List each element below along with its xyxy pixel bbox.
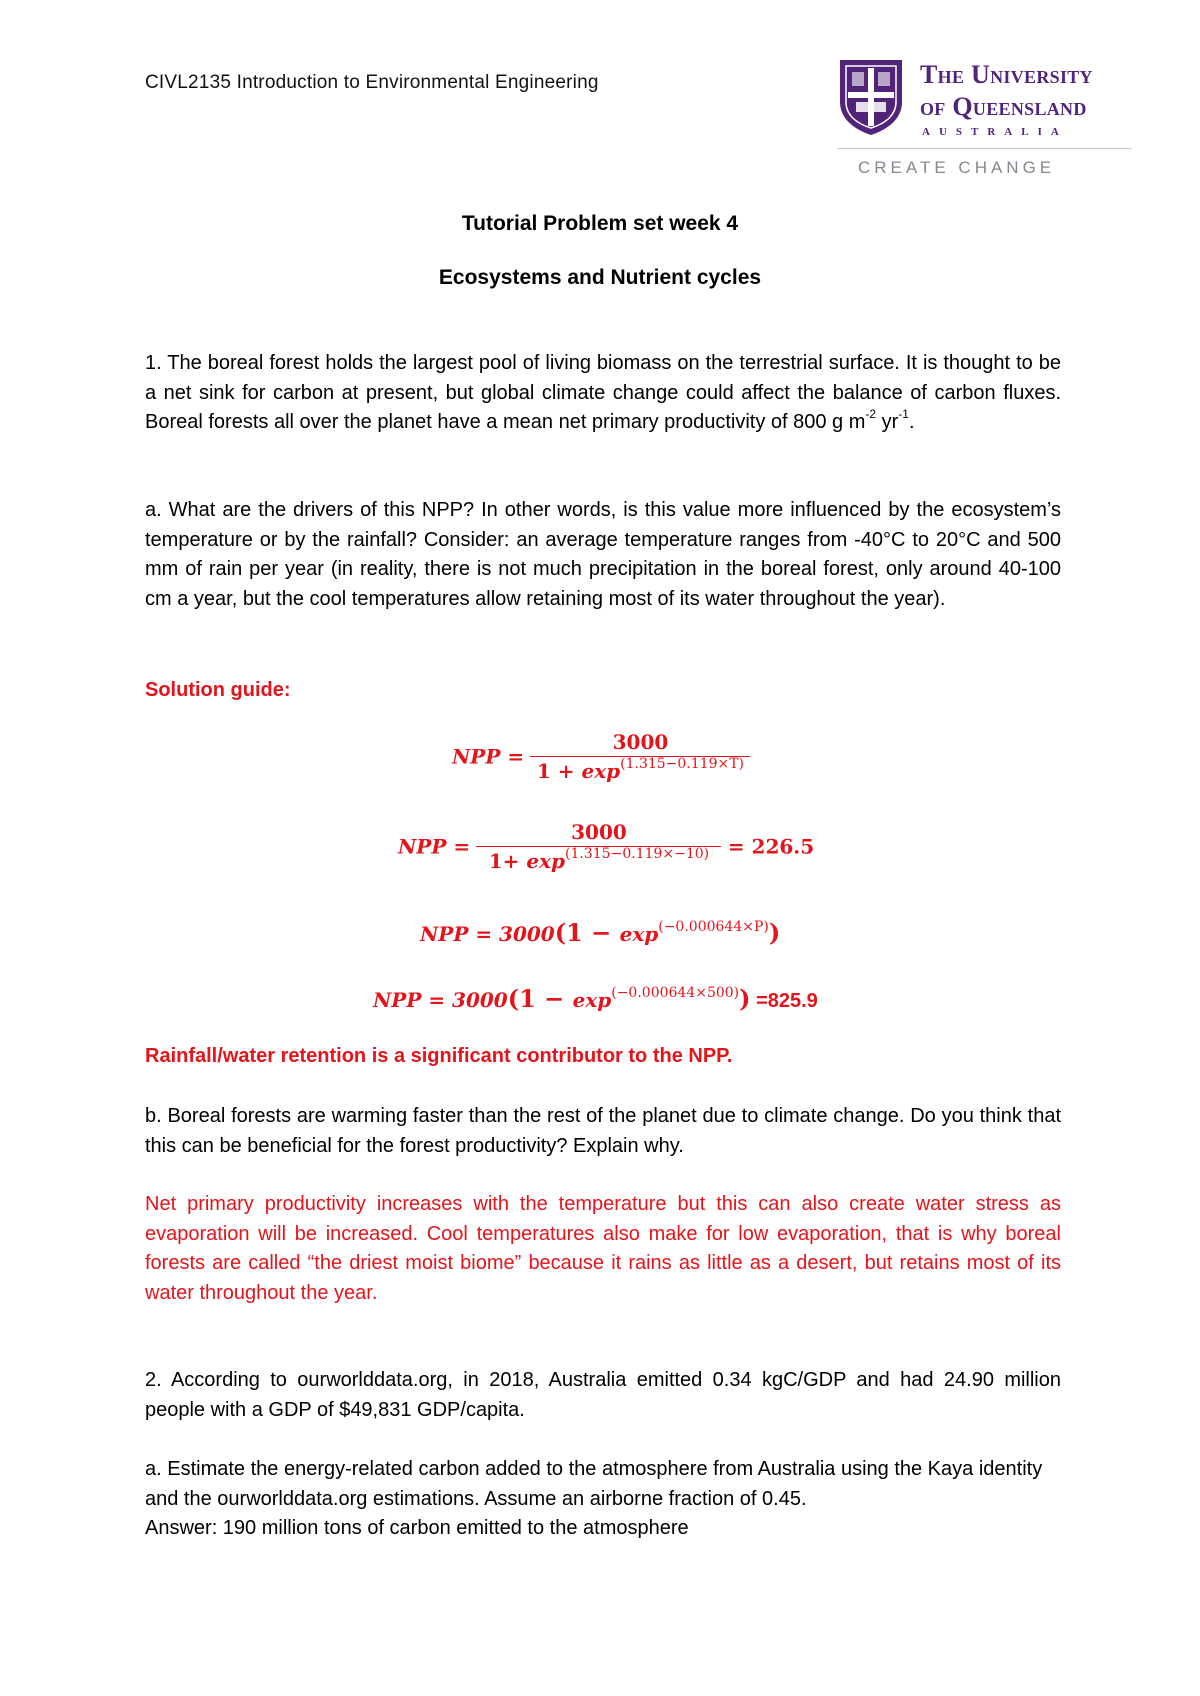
eq2-fraction — [476, 820, 721, 873]
logo-country: AUSTRALIA — [922, 126, 1068, 138]
eq2-numerator: 3000 — [476, 820, 721, 847]
eq3-close: ) — [768, 918, 781, 947]
equation-3 — [420, 918, 780, 947]
eq1-lhs: NPP = — [452, 744, 525, 769]
eq2-denominator — [476, 847, 721, 873]
page-title: Tutorial Problem set week 4 — [461, 212, 739, 235]
q1-intro — [145, 349, 1061, 438]
eq2-result: = 226.5 — [727, 834, 815, 859]
eq3-pow: (−0.000644×P) — [658, 919, 769, 935]
eq3-exp: exp — [619, 922, 659, 946]
eq2-lhs: NPP = — [398, 834, 471, 859]
crest-icon — [838, 58, 904, 136]
q1b-question: b. Boreal forests are warming faster than the rest of the planet due to climate change. Do you think that this can be beneficial for the forest productivity? Explain why. — [145, 1105, 1061, 1157]
eq4-pow: (−0.000644×500) — [611, 985, 740, 1001]
eq1-numerator: 3000 — [530, 730, 750, 757]
logo-tagline: CREATE CHANGE — [858, 158, 1056, 177]
q1a-question: a. What are the drivers of this NPP? In other words, is this value more influenced by the ecosystem’s temperature or by the rainfall? Consider: an average temperature ranges from -40°C to 20°C and 500 mm of rain per year (in reality, there is not much precipitation in the boreal forest, only around 40-100 cm a year, but the cool temperatures allow retaining most of its water throughout the year). — [145, 499, 1061, 610]
eq1-den-a: 1 + — [536, 759, 582, 783]
q1-intro-sup2: -1 — [898, 407, 909, 422]
eq2-den-a: 1+ — [488, 849, 527, 873]
q1b-answer: Net primary productivity increases with the temperature but this can also create water stress as evaporation will be increased. Cool temperatures also make for low evaporation, that is why boreal forests are called “the driest moist biome” because it rains as little as a desert, but retains most of its water throughout the year. — [145, 1193, 1061, 1304]
solution-label: Solution guide: — [145, 679, 291, 701]
eq1-den-exp: exp — [581, 759, 621, 783]
q1-intro-sup1: -2 — [865, 407, 877, 422]
eq1-fraction — [530, 730, 750, 783]
logo-title-line2: of Queensland — [920, 92, 1087, 121]
eq4-result: =825.9 — [750, 990, 818, 1012]
eq4-exp: exp — [572, 988, 612, 1012]
q1-intro-text: 1. The boreal forest holds the largest pool of living biomass on the terrestrial surface. It is thought to be a net sink for carbon at present, but global climate change could affect the balance of carbon fluxes. Boreal forests all over the planet have a mean net primary productivity of 800 g m — [145, 352, 1061, 433]
eq4-close: ) — [739, 984, 751, 1013]
eq1-den-pow: (1.315−0.119×T) — [620, 756, 745, 772]
eq2-den-pow: (1.315−0.119×−10) — [565, 846, 710, 862]
eq3-lhs: NPP = 3000 — [420, 922, 555, 946]
eq4-lhs: NPP = 3000 — [373, 988, 508, 1012]
q2-intro: 2. According to ourworlddata.org, in 2018, Australia emitted 0.34 kgC/GDP and had 24.90 million people with a GDP of $49,831 GDP/capita. — [145, 1369, 1061, 1421]
eq4-open: (1 − — [507, 984, 573, 1013]
university-logo — [838, 52, 1138, 192]
q2a-answer: Answer: 190 million tons of carbon emitted to the atmosphere — [145, 1517, 689, 1539]
logo-divider — [838, 148, 1132, 149]
q2a-question: a. Estimate the energy-related carbon added to the atmosphere from Australia using the Kaya identity and the ourworlddata.org estimations. Assume an airborne fraction of 0.45. — [145, 1458, 1043, 1510]
eq2-den-exp: exp — [526, 849, 566, 873]
course-header: CIVL2135 Introduction to Environmental Engineering — [145, 72, 599, 93]
equation-4 — [373, 984, 818, 1013]
q1-intro-mid: yr — [876, 411, 899, 433]
equation-1 — [452, 730, 750, 783]
logo-title-line1: The University — [920, 60, 1093, 89]
q1a-conclusion: Rainfall/water retention is a significant contributor to the NPP. — [145, 1045, 733, 1067]
eq1-denominator — [530, 757, 750, 783]
q1-intro-end: . — [908, 411, 915, 433]
eq3-open: (1 − — [554, 918, 620, 947]
page-subtitle: Ecosystems and Nutrient cycles — [438, 266, 762, 289]
equation-2 — [398, 820, 814, 873]
